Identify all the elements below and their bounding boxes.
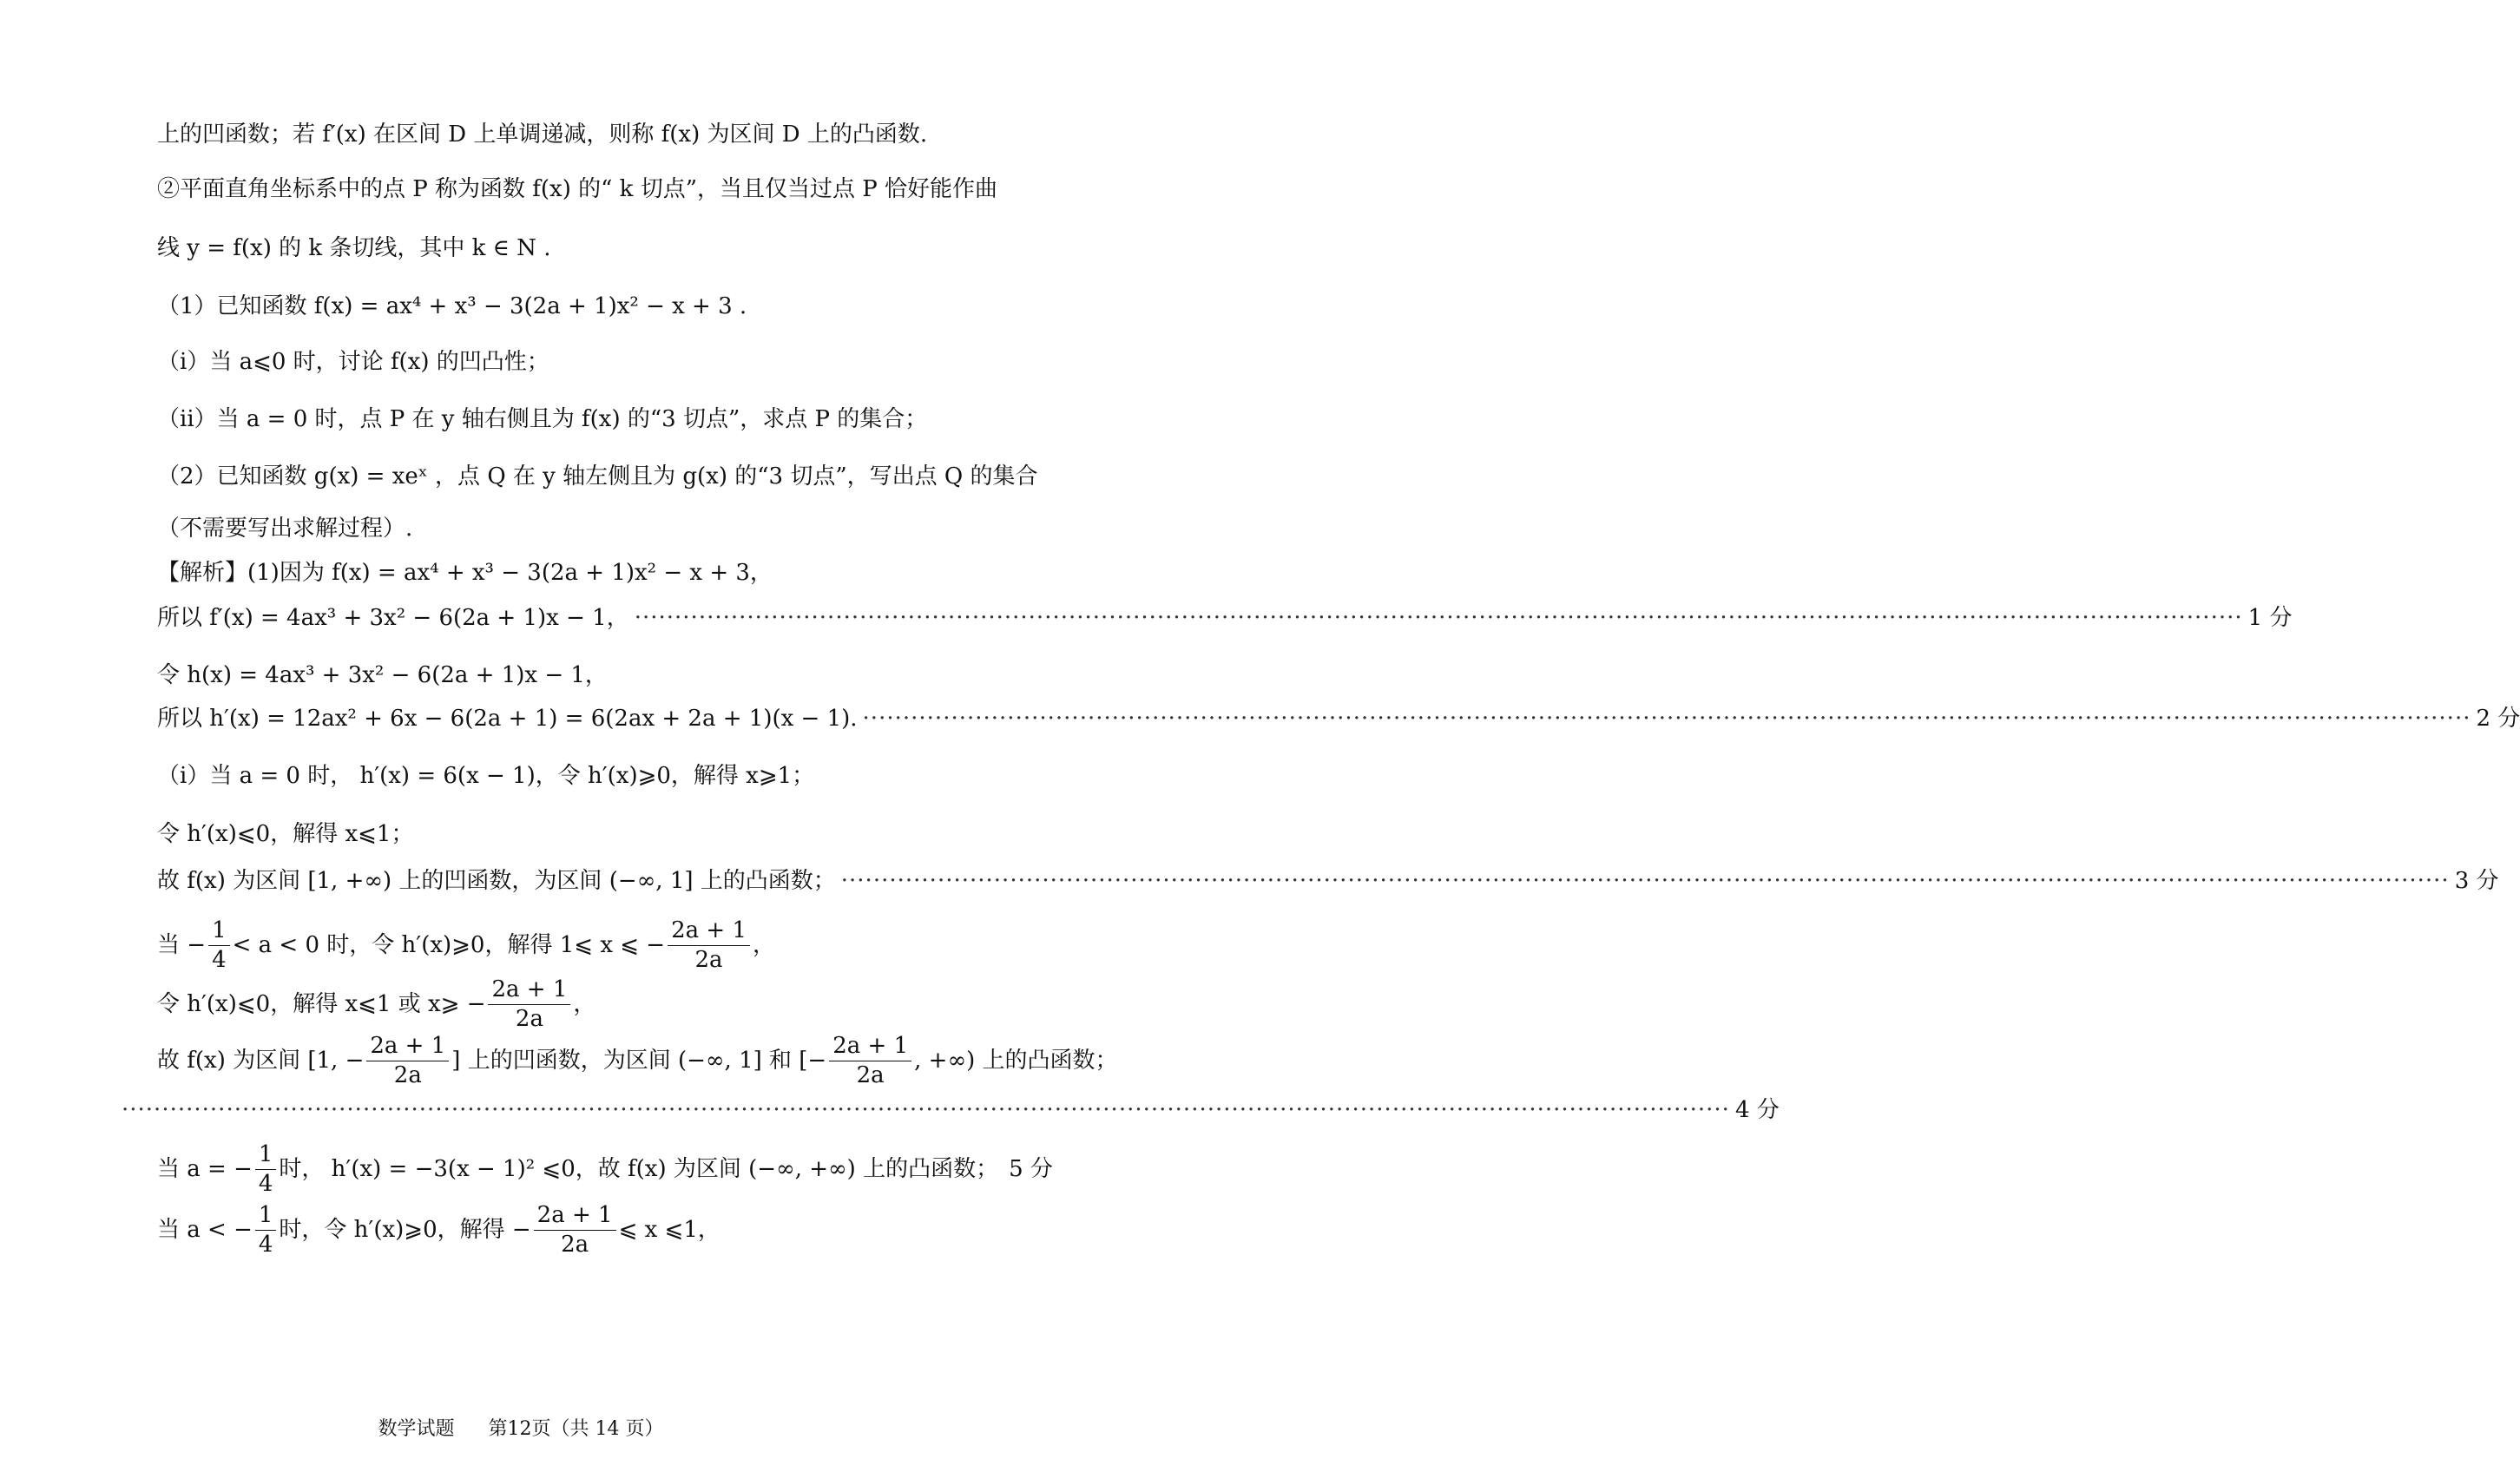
fraction-denominator: 2a (694, 946, 723, 973)
fraction-numerator: 1 (255, 1142, 277, 1170)
line-text: 时，令 h′(x)⩾0，解得 − (279, 1217, 531, 1244)
text-line (157, 345, 938, 379)
text-line (157, 117, 938, 152)
text-line (157, 701, 2520, 736)
text-line (157, 759, 938, 793)
score-mark: 4 分 (1734, 1097, 1780, 1123)
line-text: ⩽ x ⩽1， (618, 1217, 720, 1244)
text-line (157, 511, 938, 546)
score-mark: 3 分 (2454, 868, 2499, 894)
line-text: 所以 f′(x) = 4ax³ + 3x² − 6(2a + 1)x − 1， (157, 605, 629, 631)
fraction-denominator: 2a (393, 1061, 422, 1088)
text-line (157, 172, 998, 207)
fraction-numerator: 1 (208, 918, 230, 946)
line-text: 当 a < − (157, 1217, 253, 1244)
leader-dots: ········································································································································································································ (122, 1097, 1730, 1123)
text-line (116, 1093, 1780, 1127)
line-text: （1）已知函数 f(x) = ax⁴ + x³ − 3(2a + 1)x² − x + 3 . (157, 293, 747, 319)
line-text: ②平面直角坐标系中的点 P 称为函数 f(x) 的“ k 切点”，当且仅当过点 P 恰好能作曲 (157, 176, 998, 202)
fraction-numerator: 2a + 1 (534, 1203, 616, 1231)
line-text: < a < 0 时，令 h′(x)⩾0，解得 1⩽ x ⩽ − (232, 932, 666, 959)
text-line (157, 977, 938, 1031)
line-text: 上的凹函数；若 f′(x) 在区间 D 上单调递减，则称 f(x) 为区间 D 上的凸函数. (157, 122, 928, 148)
line-text: 故 f(x) 为区间 [1, +∞) 上的凹函数，为区间 (−∞, 1] 上的凸函数； (157, 868, 836, 894)
fraction (255, 1142, 277, 1196)
line-text: （i）当 a = 0 时， h′(x) = 6(x − 1)，令 h′(x)⩾0，解得 x⩾1； (157, 763, 815, 789)
line-text: 时， h′(x) = −3(x − 1)² ⩽0，故 f(x) 为区间 (−∞, +∞) 上的凸函数； (279, 1156, 999, 1183)
line-text: ， (753, 932, 776, 959)
fraction-denominator: 2a (561, 1231, 589, 1258)
line-text: ] 上的凹函数，为区间 (−∞, 1] 和 [− (451, 1048, 827, 1074)
line-text: 当 a = − (157, 1156, 253, 1183)
text-line (157, 231, 938, 266)
line-text: 令 h(x) = 4ax³ + 3x² − 6(2a + 1)x − 1， (157, 662, 608, 688)
score-mark: 2 分 (2476, 706, 2520, 732)
text-line (157, 459, 1038, 494)
text-line (157, 817, 938, 851)
line-text: 故 f(x) 为区间 [1, − (157, 1048, 365, 1074)
text-line (157, 402, 938, 437)
leader-dots: ········································································································································································································ (840, 868, 2450, 894)
text-line (157, 1033, 1118, 1088)
line-text: 当 − (157, 932, 207, 959)
fraction (829, 1034, 911, 1088)
line-text: 【解析】(1)因为 f(x) = ax⁴ + x³ − 3(2a + 1)x² − x + 3， (157, 560, 773, 586)
footer-page-number: 第12页（共 14 页） (488, 1418, 664, 1440)
fraction-numerator: 2a + 1 (668, 918, 750, 946)
text-line (157, 918, 938, 972)
fraction-denominator: 2a (856, 1061, 885, 1088)
line-text: 线 y = f(x) 的 k 条切线，其中 k ∈ N . (157, 235, 551, 261)
fraction (668, 918, 750, 972)
text-line (157, 1203, 938, 1257)
fraction-denominator: 4 (258, 1231, 273, 1258)
line-text: （2）已知函数 g(x) = xeˣ ，点 Q 在 y 轴左侧且为 g(x) 的“3 切点”，写出点 Q 的集合 (157, 463, 1038, 490)
text-line (157, 658, 938, 693)
footer-subject: 数学试题 (378, 1418, 455, 1440)
line-text: （ii）当 a = 0 时，点 P 在 y 轴右侧且为 f(x) 的“3 切点”，求点 P 的集合； (157, 406, 928, 432)
fraction (366, 1034, 449, 1088)
fraction-numerator: 2a + 1 (829, 1034, 911, 1061)
fraction-numerator: 2a + 1 (366, 1034, 449, 1061)
line-text: （不需要写出求解过程）. (157, 516, 413, 542)
fraction-numerator: 2a + 1 (488, 977, 570, 1005)
line-text: （i）当 a⩽0 时，讨论 f(x) 的凹凸性； (157, 349, 549, 375)
fraction-denominator: 4 (212, 946, 227, 973)
fraction-denominator: 2a (515, 1005, 543, 1032)
fraction-denominator: 4 (258, 1170, 273, 1197)
fraction (255, 1203, 277, 1257)
score-mark: 5 分 (1009, 1156, 1053, 1183)
page-footer (0, 1416, 1042, 1442)
fraction-numerator: 1 (255, 1203, 277, 1231)
text-line (157, 601, 2293, 635)
line-text: 令 h′(x)⩽0，解得 x⩽1； (157, 821, 414, 847)
text-line (157, 1141, 1053, 1197)
score-mark: 1 分 (2247, 605, 2293, 631)
leader-dots: ········································································································································································································ (862, 706, 2471, 732)
text-line (157, 289, 938, 324)
text-line (157, 555, 938, 590)
line-text: 令 h′(x)⩽0，解得 x⩽1 或 x⩾ − (157, 991, 486, 1018)
line-text: ， (573, 991, 596, 1018)
fraction (488, 977, 570, 1031)
line-text: 所以 h′(x) = 12ax² + 6x − 6(2a + 1) = 6(2ax + 2a + 1)(x − 1). (157, 706, 858, 732)
line-text: , +∞) 上的凸函数； (914, 1048, 1118, 1074)
fraction (208, 918, 230, 972)
text-line (157, 864, 2499, 898)
fraction (534, 1203, 616, 1257)
leader-dots: ········································································································································································································ (634, 605, 2243, 631)
